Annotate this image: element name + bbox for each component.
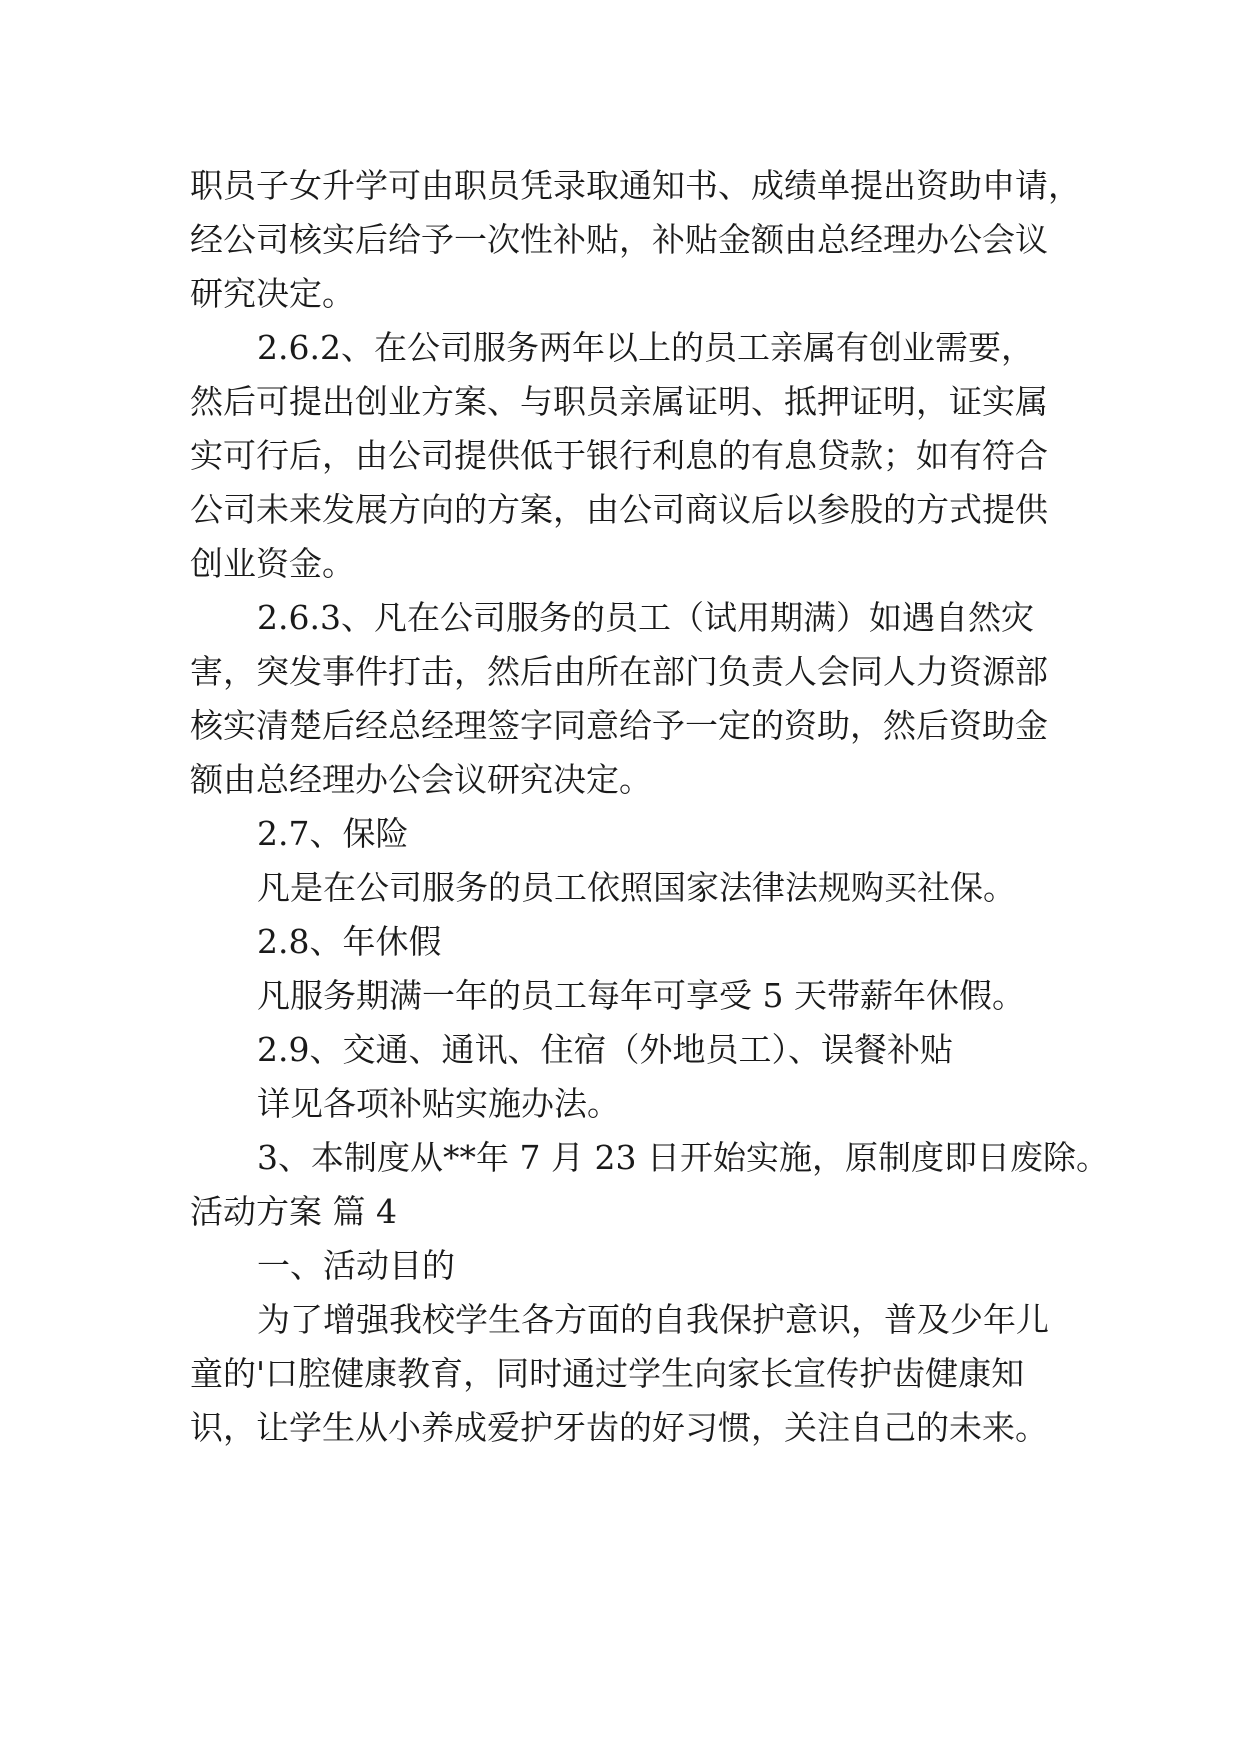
section-paragraph-2-6-3: 2.6.3、凡在公司服务的员工（试用期满）如遇自然灾 — [257, 598, 1034, 637]
body-text-line: 核实清楚后经总经理签字同意给予一定的资助，然后资助金 — [190, 706, 1048, 745]
section-heading-2-7: 2.7、保险 — [257, 814, 409, 853]
body-text-line: 凡是在公司服务的员工依照国家法律法规购买社保。 — [257, 868, 1016, 907]
article-heading: 活动方案 篇 4 — [190, 1192, 397, 1231]
body-text-line: 识，让学生从小养成爱护牙齿的好习惯，关注自己的未来。 — [190, 1408, 1048, 1447]
body-text-line: 凡服务期满一年的员工每年可享受 5 天带薪年休假。 — [257, 976, 1025, 1015]
body-text-line: 详见各项补贴实施办法。 — [257, 1084, 620, 1123]
body-text-line: 害，突发事件打击，然后由所在部门负责人会同人力资源部 — [190, 652, 1048, 691]
body-text-line: 创业资金。 — [190, 544, 355, 583]
section-paragraph-2-6-2: 2.6.2、在公司服务两年以上的员工亲属有创业需要， — [257, 328, 1034, 367]
body-text-line: 然后可提出创业方案、与职员亲属证明、抵押证明，证实属 — [190, 382, 1048, 421]
body-text-line: 职员子女升学可由职员凭录取通知书、成绩单提出资助申请， — [190, 166, 1081, 205]
body-text-line: 公司未来发展方向的方案，由公司商议后以参股的方式提供 — [190, 490, 1048, 529]
section-heading-2-8: 2.8、年休假 — [257, 922, 442, 961]
body-text-line: 额由总经理办公会议研究决定。 — [190, 760, 652, 799]
body-text-line: 为了增强我校学生各方面的自我保护意识，普及少年儿 — [257, 1300, 1049, 1339]
body-text-line: 经公司核实后给予一次性补贴，补贴金额由总经理办公会议 — [190, 220, 1048, 259]
section-heading-2-9: 2.9、交通、通讯、住宿（外地员工）、误餐补贴 — [257, 1030, 953, 1069]
body-text-line: 研究决定。 — [190, 274, 355, 313]
body-text-line: 童的'口腔健康教育，同时通过学生向家长宣传护齿健康知 — [190, 1354, 1025, 1393]
body-text-line: 实可行后，由公司提供低于银行利息的有息贷款；如有符合 — [190, 436, 1048, 475]
section-heading-activity-purpose: 一、活动目的 — [257, 1246, 455, 1285]
section-paragraph-3: 3、本制度从**年 7 月 23 日开始实施，原制度即日废除。 — [257, 1138, 1109, 1177]
